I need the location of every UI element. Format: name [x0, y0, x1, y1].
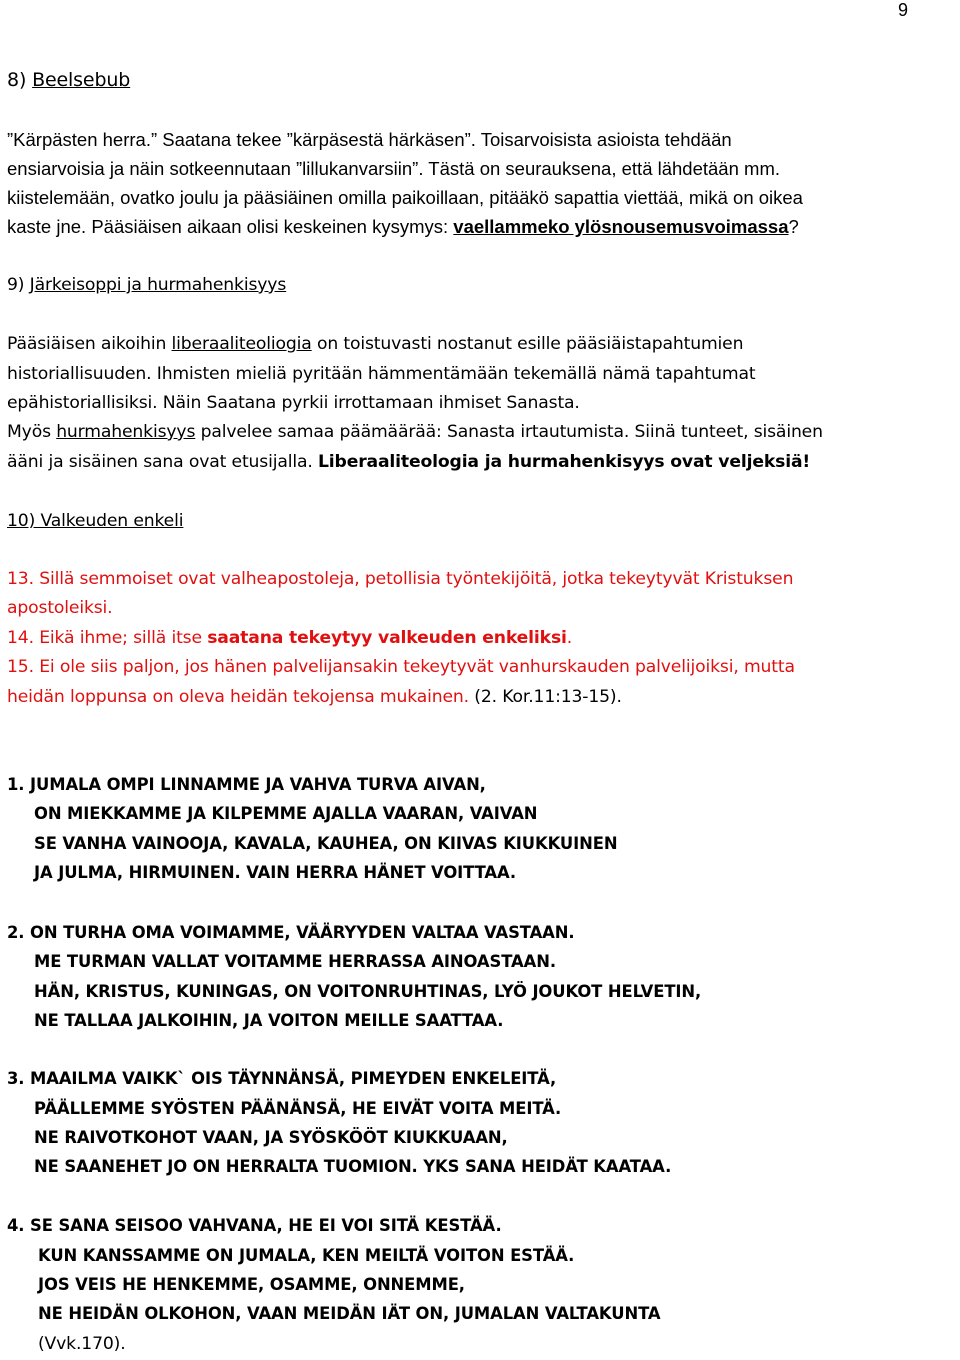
section-8-line-1: ”Kärpästen herra.” Saatana tekee ”kärpäsestä härkäsen”. Toisarvoisista asioista tehdään — [7, 129, 732, 150]
verse-13-line-1: 13. Sillä semmoiset ovat valheapostoleja, petollisia työntekijöitä, jotka tekeytyvät Kristuksen — [7, 569, 794, 589]
hymn-verse-4-line-3: JOS VEIS HE HENKEMME, OSAMME, ONNEMME, — [38, 1275, 465, 1294]
section-9-title: Järkeisoppi ja hurmahenkisyys — [29, 275, 287, 295]
section-9-line-3: epähistoriallisiksi. Näin Saatana pyrkii irrottamaan ihmiset Sanasta. — [7, 393, 580, 413]
hymn-verse-1-line-3: SE VANHA VAINOOJA, KAVALA, KAUHEA, ON KIIVAS KIUKKUINEN — [34, 834, 618, 853]
verse-14-end: . — [566, 628, 573, 648]
verse-15-text: heidän loppunsa on oleva heidän tekojensa mukainen. — [7, 687, 469, 707]
section-8-heading — [7, 69, 130, 91]
hymn-verse-3-line-4: NE SAANEHET JO ON HERRALTA TUOMION. YKS SANA HEIDÄT KAATAA. — [34, 1157, 672, 1176]
section-8-line-4 — [7, 216, 799, 238]
scripture-reference: (2. Kor.11:13-15). — [468, 687, 622, 707]
hymn-verse-1-line-1: 1. JUMALA OMPI LINNAMME JA VAHVA TURVA AIVAN, — [7, 775, 486, 794]
section-8-line-4-start: kaste jne. Pääsiäisen aikaan olisi keskeinen kysymys: — [7, 216, 454, 237]
verse-14-emphasis: saatana tekeytyy valkeuden enkeliksi — [207, 628, 567, 648]
verse-14-start: 14. Eikä ihme; sillä itse — [7, 628, 208, 648]
section-8-line-3: kiistelemään, ovatko joulu ja pääsiäinen omilla paikoillaan, pitääkö sapattia viettää, mikä on oikea — [7, 187, 803, 208]
section-9-line-1-start: Pääsiäisen aikoihin — [7, 334, 172, 354]
section-8-line-2: ensiarvoisia ja näin sotkeennutaan ”lillukanvarsiin”. Tästä on seurauksena, että lähdetään mm. — [7, 158, 780, 179]
page-number: 9 — [897, 0, 908, 20]
hymn-verse-2-line-2: ME TURMAN VALLAT VOITAMME HERRASSA AINOASTAAN. — [34, 952, 556, 971]
hymn-verse-3-line-1: 3. MAAILMA VAIKK` OIS TÄYNNÄNSÄ, PIMEYDEN ENKELEITÄ, — [7, 1069, 557, 1088]
section-9-conclusion: Liberaaliteologia ja hurmahenkisyys ovat veljeksiä! — [318, 452, 811, 472]
section-9-line-5 — [7, 452, 810, 472]
section-9-heading — [7, 275, 286, 295]
hymn-verse-4-line-2: KUN KANSSAMME ON JUMALA, KEN MEILTÄ VOITON ESTÄÄ. — [38, 1246, 575, 1265]
section-8-key-question: vaellammeko ylösnousemusvoimassa — [453, 216, 789, 237]
verse-15-line-1: 15. Ei ole siis paljon, jos hänen palvelijansakin tekeytyvät vanhurskauden palvelijoiksi, mutta — [7, 657, 795, 677]
section-9-line-4-end: palvelee samaa päämäärää: Sanasta irtautumista. Siinä tunteet, sisäinen — [195, 422, 823, 442]
section-9-line-2: historiallisuuden. Ihmisten mieliä pyritään hämmentämään tekemällä nämä tapahtumat — [7, 364, 756, 384]
section-9-line-4-start: Myös — [7, 422, 57, 442]
section-9-line-4 — [7, 422, 823, 442]
section-9-line-5-start: ääni ja sisäinen sana ovat etusijalla. — [7, 452, 318, 472]
section-9-number: 9) — [7, 275, 30, 295]
hymn-verse-3-line-3: NE RAIVOTKOHOT VAAN, JA SYÖSKÖÖT KIUKKUAAN, — [34, 1128, 508, 1147]
hymn-reference: (Vvk.170). — [38, 1334, 126, 1354]
section-8-title: Beelsebub — [32, 69, 131, 91]
section-9-line-1 — [7, 334, 743, 354]
section-8-line-4-end: ? — [788, 216, 799, 237]
hymn-verse-2-line-1: 2. ON TURHA OMA VOIMAMME, VÄÄRYYDEN VALTAA VASTAAN. — [7, 923, 575, 942]
hymn-verse-1-line-4: JA JULMA, HIRMUINEN. VAIN HERRA HÄNET VOITTAA. — [34, 863, 517, 882]
verse-13-line-2: apostoleiksi. — [7, 598, 113, 618]
hymn-verse-2-line-3: HÄN, KRISTUS, KUNINGAS, ON VOITONRUHTINAS, LYÖ JOUKOT HELVETIN, — [34, 982, 702, 1001]
hymn-verse-1-line-2: ON MIEKKAMME JA KILPEMME AJALLA VAARAN, VAIVAN — [34, 804, 538, 823]
verse-14 — [7, 628, 572, 648]
section-9-term-liberal-theology: liberaaliteoliogia — [171, 334, 312, 354]
section-9-line-1-end: on toistuvasti nostanut esille pääsiäistapahtumien — [311, 334, 744, 354]
section-10-heading: 10) Valkeuden enkeli — [7, 511, 184, 531]
hymn-verse-2-line-4: NE TALLAA JALKOIHIN, JA VOITON MEILLE SAATTAA. — [34, 1011, 504, 1030]
verse-15-line-2 — [7, 687, 622, 707]
section-9-term-enthusiasm: hurmahenkisyys — [56, 422, 196, 442]
hymn-verse-4-line-1: 4. SE SANA SEISOO VAHVANA, HE EI VOI SITÄ KESTÄÄ. — [7, 1216, 502, 1235]
hymn-verse-4-line-4: NE HEIDÄN OLKOHON, VAAN MEIDÄN IÄT ON, JUMALAN VALTAKUNTA — [38, 1304, 661, 1323]
hymn-verse-3-line-2: PÄÄLLEMME SYÖSTEN PÄÄNÄNSÄ, HE EIVÄT VOITA MEITÄ. — [34, 1099, 562, 1118]
section-8-number: 8) — [7, 69, 33, 91]
